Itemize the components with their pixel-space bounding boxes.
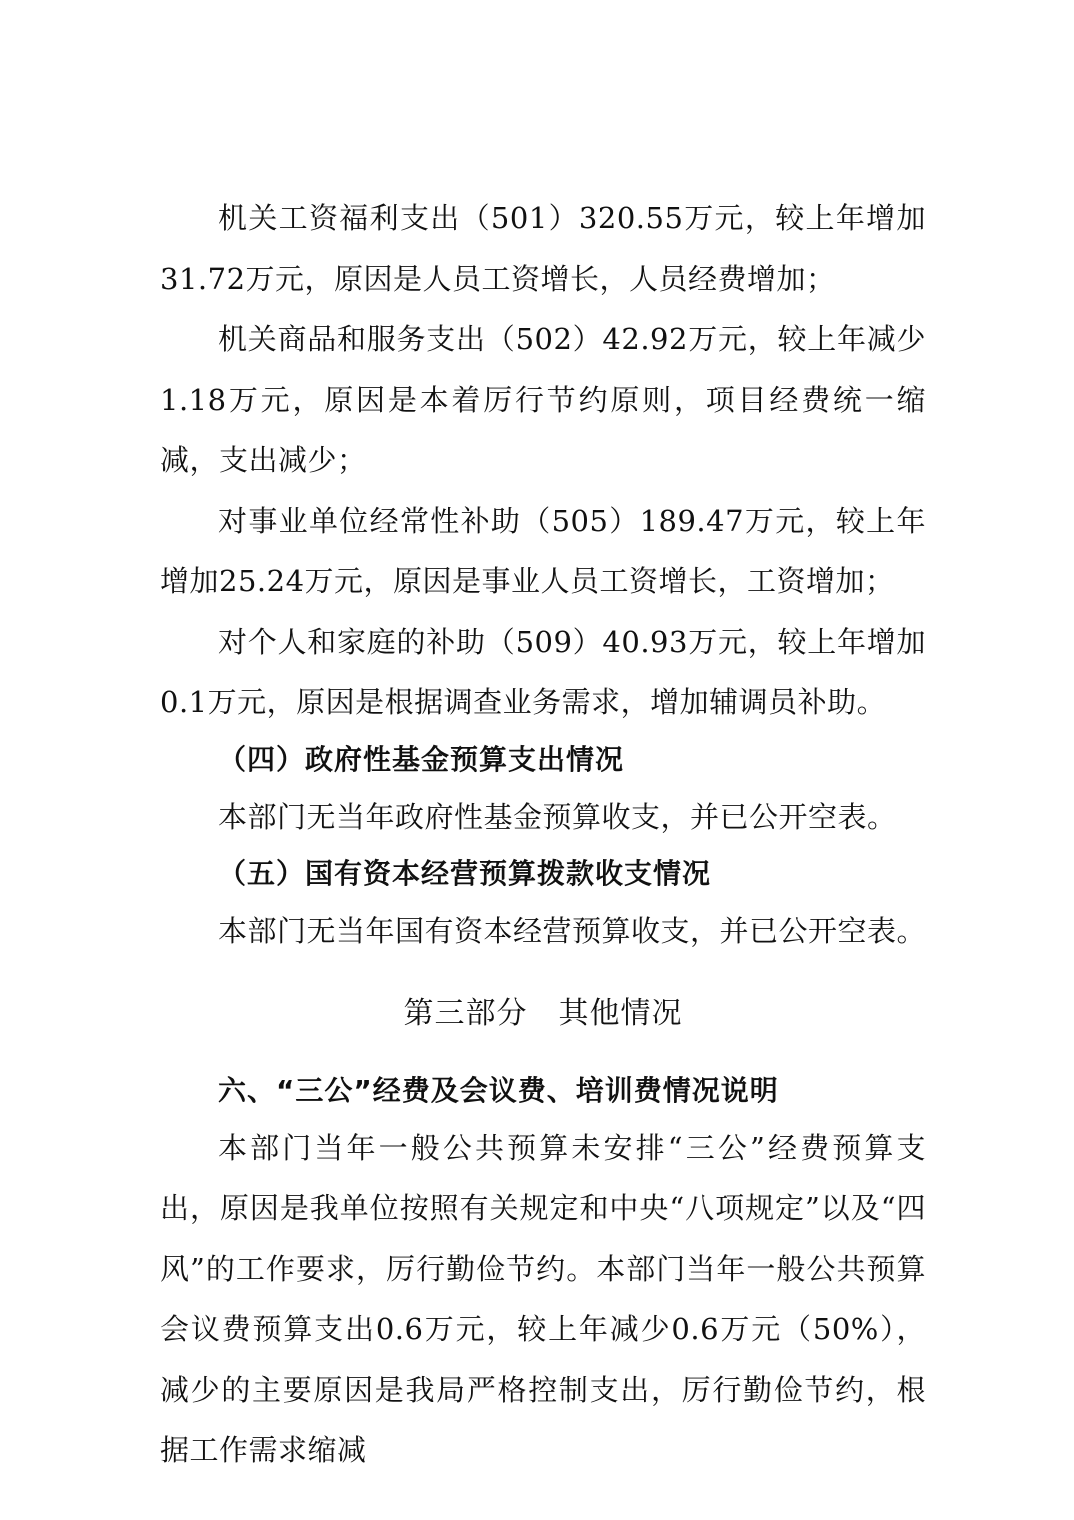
heading-state-capital: （五）国有资本经营预算拨款收支情况 [218,857,712,890]
heading-government-fund: （四）政府性基金预算支出情况 [218,742,625,776]
heading-three-public-expenses: 六、“三公”经费及会议费、培训费情况说明 [218,1073,779,1107]
paragraph-goods-services: 机关商品和服务支出（502）42.92万元，较上年减少1.18万元，原因是本着厉行节约原则，项目经费统一缩减，支出减少； [160,322,926,477]
part-three-title: 第三部分 其他情况 [403,995,683,1031]
document-body [160,188,926,1481]
paragraph-institution-subsidy: 对事业单位经常性补助（505）189.47万元，较上年增加25.24万元，原因是事业人员工资增长，工资增加； [160,503,926,598]
paragraph-wage-welfare: 机关工资福利支出（501）320.55万元，较上年增加31.72万元，原因是人员工资增长，人员经费增加； [160,201,926,296]
paragraph-state-capital: 本部门无当年国有资本经营预算收支，并已公开空表。 [218,914,927,948]
paragraph-three-public-expenses: 本部门当年一般公共预算未安排“三公”经费预算支出，原因是我单位按照有关规定和中央“八项规定”以及“四风”的工作要求，厉行勤俭节约。本部门当年一般公共预算会议费预算支出0.6万元，较上年减少0.6万元（50%），减少的主要原因是我局严格控制支出，厉行勤俭节约，根据工作需求缩减 [160,1130,926,1467]
paragraph-government-fund: 本部门无当年政府性基金预算收支，并已公开空表。 [218,799,897,834]
paragraph-personal-subsidy: 对个人和家庭的补助（509）40.93万元，较上年增加0.1万元，原因是根据调查业务需求，增加辅调员补助。 [160,624,926,719]
